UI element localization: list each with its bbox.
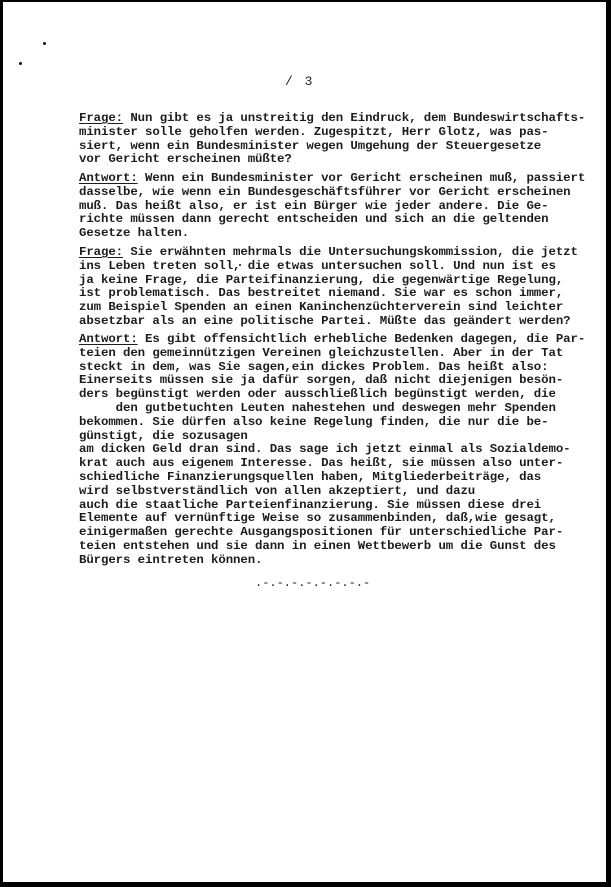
text-line [79,374,599,388]
text-line [79,554,599,568]
line-text: Sie erwähnten mehrmals die Untersuchungskommission, die jetzt [123,245,578,259]
text-line [79,416,599,430]
line-text: ja keine Frage, die Parteifinanzierung, die gegenwärtige Regelung, [79,272,564,287]
text-line [79,347,599,361]
line-text: ins Leben treten soll, die etwas untersuchen soll. Und nun ist es [79,258,556,273]
text-line [79,126,599,140]
line-text: Einerseits müssen sie ja dafür sorgen, daß nicht diejenigen besön- [79,373,564,388]
text-line [79,227,599,241]
text-line [79,457,599,471]
text-line [79,361,599,375]
line-text: steckt in dem, was Sie sagen,ein dickes Problem. Das heißt also: [79,359,549,374]
text-line [79,471,599,485]
text-line [79,512,599,526]
text-line [79,172,599,186]
line-text: Gesetze halten. [79,226,190,241]
text-line [79,315,599,329]
speaker-label: Frage: [79,245,124,259]
line-text: absetzbar als an eine politische Partei. Müßte das geändert werden? [79,313,571,328]
text-line [79,499,599,513]
text-line [79,526,599,540]
text-line [79,301,599,315]
text-line [79,443,599,457]
text-line [79,274,599,288]
text-line [79,246,599,260]
text-line [79,388,599,402]
line-text: teien den gemeinnützigen Vereinen gleichzustellen. Aber in der Tat [79,345,564,360]
text-line [79,112,599,126]
line-text: minister solle geholfen werden. Zugespitzt, Herr Glotz, was pas- [79,124,549,139]
line-text: richte müssen dann gerecht entscheiden und sich an die geltenden [79,212,549,227]
speaker-label: Antwort: [79,332,138,346]
line-text: ders begünstigt werden oder ausschließlich begünstigt werden, die [79,387,556,402]
line-text: ist problematisch. Das bestreitet niemand. Sie war es schon immer, [79,286,564,301]
line-text: Elemente auf vernünftige Weise so zusammenbinden, daß,wie gesagt, [79,511,556,526]
speaker-label: Frage: [79,111,124,125]
text-line [79,213,599,227]
scan-speck [43,42,46,45]
document-page [3,2,606,882]
line-text: den gutbetuchten Leuten nahestehen und deswegen mehr Spenden [79,400,556,415]
text-line [79,287,599,301]
text-line [79,430,599,444]
line-text: am dicken Geld dran sind. Das sage ich jetzt einmal als Sozialdemo- [79,442,571,457]
text-line [79,153,599,167]
text-line [79,200,599,214]
line-text: einigermaßen gerechte Ausgangspositionen für unterschiedliche Par- [79,525,564,540]
text-line [79,186,599,200]
answer-2 [79,333,599,568]
question-2 [79,246,599,329]
line-text: vor Gericht erscheinen müßte? [79,152,292,167]
text-line [79,333,599,347]
line-text: teien entstehen und sie dann in einen Wettbewerb um die Gunst des [79,538,556,553]
scan-speck [19,62,22,65]
line-text: Bürgers eintreten können. [79,552,263,567]
text-line [79,260,599,274]
separator-line: .-.-.-.-.-.-.-.- [255,576,371,590]
text-line [79,402,599,416]
speaker-label: Antwort: [79,171,138,185]
line-text: günstigt, die sozusagen [79,428,248,443]
line-text: muß. Das heißt also, er ist ein Bürger wie jeder andere. Die Ge- [79,198,549,213]
line-text: siert, wenn ein Bundesminister wegen Umgehung der Steuergesetze [79,138,542,153]
answer-1 [79,172,599,241]
page-number: / 3 [285,74,315,89]
question-1 [79,112,599,167]
line-text: krat auch aus eigenem Interesse. Das heißt, sie müssen also unter- [79,456,564,471]
text-line [79,140,599,154]
line-text: Nun gibt es ja unstreitig den Eindruck, dem Bundeswirtschafts- [123,111,586,125]
line-text: auch die staatliche Parteienfinanzierung. Sie müssen diese drei [79,497,542,512]
line-text: bekommen. Sie dürfen also keine Regelung finden, die nur die be- [79,414,549,429]
line-text: dasselbe, wie wenn ein Bundesgeschäftsführer vor Gericht erscheinen [79,184,571,199]
line-text: schiedliche Finanzierungsquellen haben, Mitgliederbeiträge, das [79,469,542,484]
line-text: wird selbstverständlich von allen akzeptiert, und dazu [79,483,476,498]
line-text: zum Beispiel Spenden an einen Kaninchenzüchterverein sind leichter [79,300,564,315]
text-line [79,540,599,554]
text-line [79,485,599,499]
line-text: Wenn ein Bundesminister vor Gericht erscheinen muß, passiert [137,171,586,185]
line-text: Es gibt offensichtlich erhebliche Bedenken dagegen, die Par- [137,332,586,346]
